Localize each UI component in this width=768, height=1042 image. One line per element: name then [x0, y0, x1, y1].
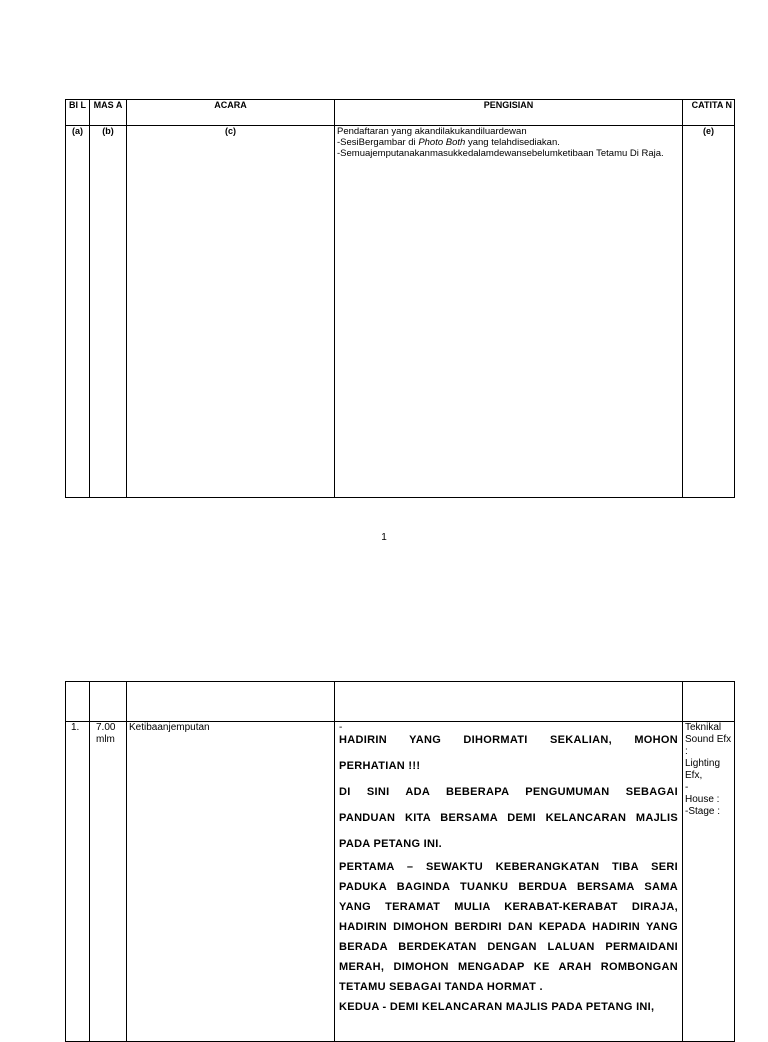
note-sound: Sound Efx : — [685, 734, 732, 757]
row-masa: 7.00 mlm — [90, 722, 127, 1042]
table-row — [66, 126, 735, 498]
empty-cell — [127, 682, 335, 722]
label-c: (c) — [127, 126, 335, 498]
announcement-3: PERTAMA – SEWAKTU KEBERANGKATAN TIBA SERI PADUKA BAGINDA TUANKU BERDUA BERSAMA SAMA YANG TERAMAT MULIA KERABAT-KERABAT DIRAJA, HADIRIN DIMOHON BERDIRI DAN KEPADA HADIRIN YANG BERADA BERDEKATAN DENGAN LALUAN PERMAIDANI MERAH, DIMOHON MENGADAP KE ARAH ROMBONGAN TETAMU SEBAGAI TANDA HORMAT . — [339, 861, 678, 993]
pengisian-line-1: Pendaftaran yang akandilakukandiluardewan — [337, 126, 527, 137]
table-header-row — [66, 100, 735, 126]
header-bil: BI L — [66, 100, 90, 126]
empty-cell — [66, 682, 90, 722]
label-e: (e) — [683, 126, 735, 498]
pengisian-line-2-post: yang telahdisediakan. — [465, 137, 560, 148]
pengisian-line-2 — [337, 137, 680, 148]
pengisian-line-2-pre: -SesiBergambar di — [337, 137, 419, 148]
announcement-1a: HADIRIN YANG DIHORMATI SEKALIAN, MOHON — [339, 734, 678, 746]
announcement-dash: - — [339, 722, 343, 733]
empty-cell — [90, 682, 127, 722]
page-number: 1 — [381, 532, 387, 543]
announcement-2a: DI SINI ADA BEBERAPA PENGUMUMAN SEBAGAI — [339, 786, 678, 798]
row-acara: Ketibaanjemputan — [127, 722, 335, 1042]
note-lighting: Lighting Efx, — [685, 758, 721, 781]
event-schedule-table-page2 — [65, 681, 735, 1042]
header-catitan: CATITA N — [683, 100, 735, 126]
table-header-row — [66, 682, 735, 722]
photo-both-text: Photo Both — [418, 137, 466, 148]
pengisian-line-3: -Semuajemputanakanmasukkedalamdewansebelumketibaan Tetamu Di Raja. — [337, 148, 664, 159]
announcement-2b: PANDUAN KITA BERSAMA DEMI KELANCARAN MAJLIS — [339, 812, 678, 824]
row-bil: 1. — [66, 722, 90, 1042]
label-b: (b) — [90, 126, 127, 498]
header-acara: ACARA — [127, 100, 335, 126]
note-dash: - — [685, 782, 689, 793]
announcement-2c: PADA PETANG INI. — [339, 838, 442, 850]
note-teknikal: Teknikal — [685, 722, 722, 733]
announcement-cell — [335, 722, 683, 1042]
header-masa: MAS A — [90, 100, 127, 126]
pengisian-cell — [335, 126, 683, 498]
event-schedule-table-page1 — [65, 99, 735, 498]
table-row — [66, 722, 735, 1042]
header-pengisian: PENGISIAN — [335, 100, 683, 126]
announcement-1b: PERHATIAN !!! — [339, 760, 421, 772]
label-a: (a) — [66, 126, 90, 498]
empty-cell — [335, 682, 683, 722]
announcement-4: KEDUA - DEMI KELANCARAN MAJLIS PADA PETANG INI, — [339, 1001, 655, 1013]
note-house: House : — [685, 794, 720, 805]
empty-cell — [683, 682, 735, 722]
catitan-cell — [683, 722, 735, 1042]
note-stage: -Stage : — [685, 806, 721, 817]
